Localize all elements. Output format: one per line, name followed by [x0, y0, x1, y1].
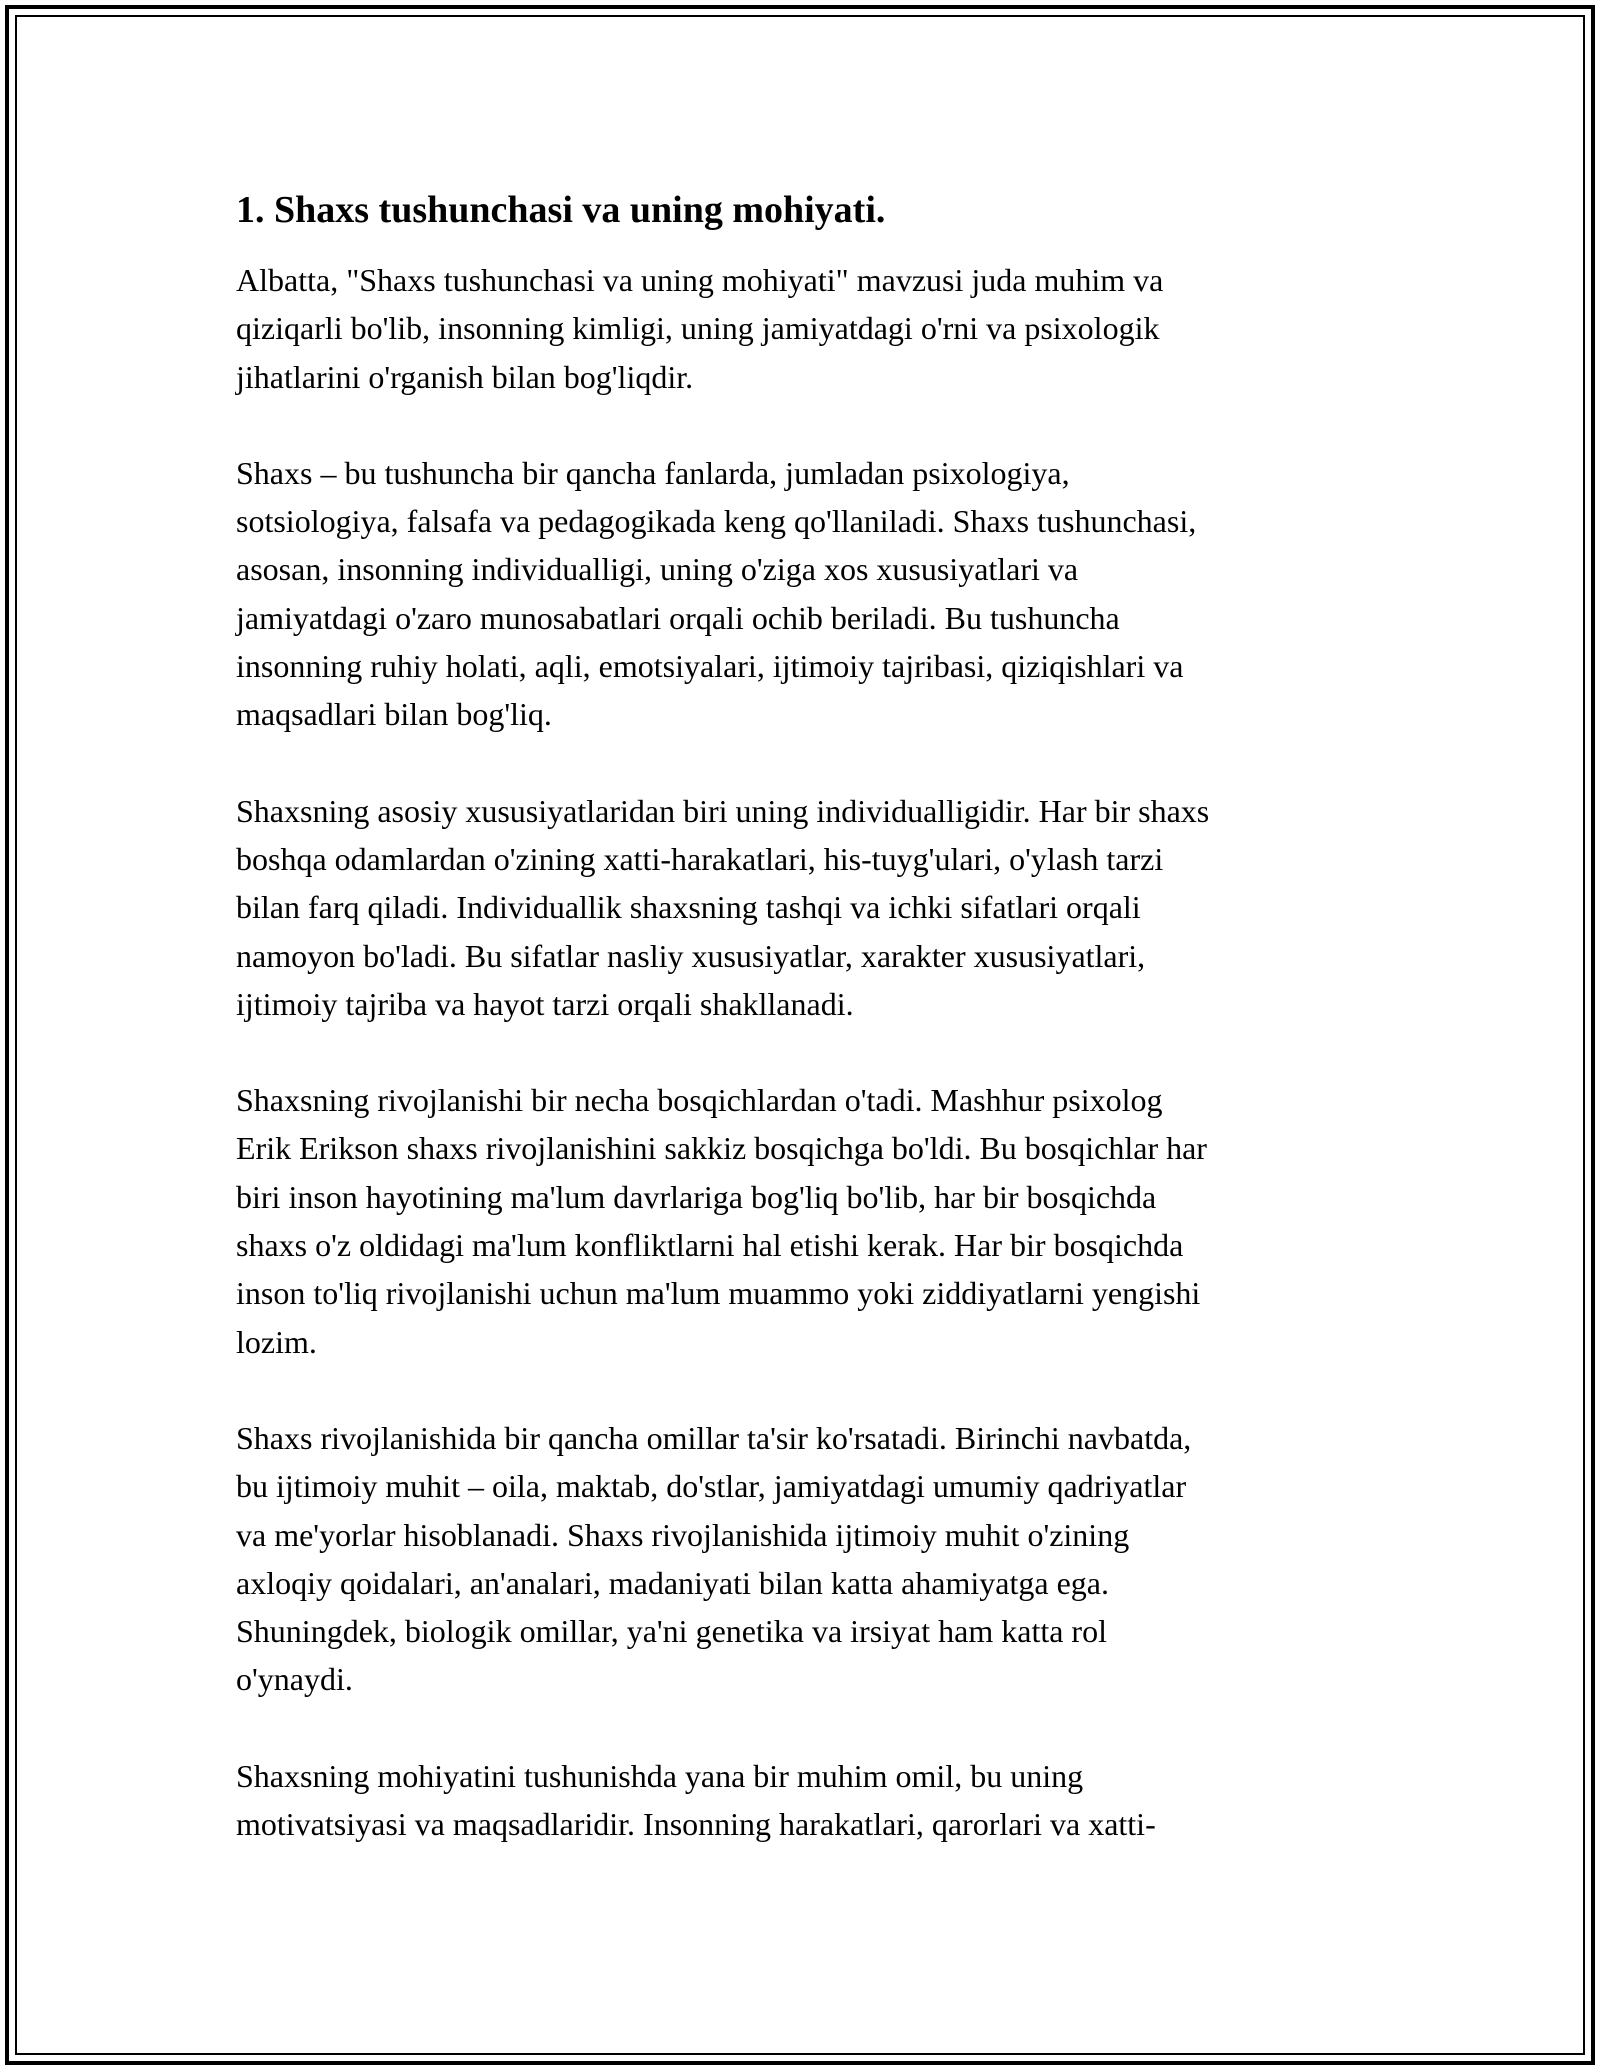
paragraph-line: shaxs o'z oldidagi ma'lum konfliktlarni hal etishi kerak. Har bir bosqichda — [236, 1227, 1184, 1264]
paragraph-line: Shaxs rivojlanishida bir qancha omillar ta'sir ko'rsatadi. Birinchi navbatda, — [236, 1419, 1192, 1456]
paragraph-line: bu ijtimoiy muhit – oila, maktab, do'stlar, jamiyatdagi umumiy qadriyatlar — [236, 1468, 1187, 1505]
paragraph-line: boshqa odamlardan o'zining xatti-harakatlari, his-tuyg'ulari, o'ylash tarzi — [236, 840, 1164, 877]
paragraph-line: Shaxsning asosiy xususiyatlaridan biri uning individualligidir. Har bir shaxs — [236, 792, 1210, 829]
paragraph-motivation — [236, 1752, 1364, 1849]
paragraph-line: motivatsiyasi va maqsadlaridir. Insonning harakatlari, qarorlari va xatti- — [236, 1806, 1156, 1843]
paragraph-line: axloqiy qoidalari, an'analari, madaniyati bilan katta ahamiyatga ega. — [236, 1564, 1109, 1601]
paragraph-line: lozim. — [236, 1323, 317, 1360]
paragraph-line: o'ynaydi. — [236, 1661, 353, 1698]
paragraph-line: asosan, insonning individualligi, uning o'ziga xos xususiyatlari va — [236, 551, 1079, 588]
paragraph-line: Shuningdek, biologik omillar, ya'ni genetika va irsiyat ham katta rol — [236, 1613, 1107, 1650]
paragraph-line: Shaxs – bu tushuncha bir qancha fanlarda, jumladan psixologiya, — [236, 454, 1070, 491]
paragraph-definition — [236, 449, 1364, 739]
paragraph-line: Erik Erikson shaxs rivojlanishini sakkiz bosqichga bo'ldi. Bu bosqichlar har — [236, 1130, 1207, 1167]
paragraph-individuality — [236, 787, 1364, 1028]
paragraph-development-factors — [236, 1414, 1364, 1704]
paragraph-development-stages — [236, 1076, 1364, 1366]
paragraph-line: ijtimoiy tajriba va hayot tarzi orqali shakllanadi. — [236, 985, 854, 1022]
paragraph-line: biri inson hayotining ma'lum davrlariga bog'liq bo'lib, har bir bosqichda — [236, 1178, 1157, 1215]
paragraph-intro — [236, 256, 1364, 401]
paragraph-line: jihatlarini o'rganish bilan bog'liqdir. — [236, 358, 694, 395]
paragraph-line: jamiyatdagi o'zaro munosabatlari orqali ochib beriladi. Bu tushuncha — [236, 599, 1120, 636]
paragraph-line: inson to'liq rivojlanishi uchun ma'lum muammo yoki ziddiyatlarni yengishi — [236, 1275, 1201, 1312]
paragraph-line: insonning ruhiy holati, aqli, emotsiyalari, ijtimoiy tajribasi, qiziqishlari va — [236, 648, 1184, 685]
paragraph-line: sotsiologiya, falsafa va pedagogikada keng qo'llaniladi. Shaxs tushunchasi, — [236, 503, 1197, 540]
paragraph-line: Shaxsning mohiyatini tushunishda yana bir muhim omil, bu uning — [236, 1757, 1084, 1794]
paragraph-line: va me'yorlar hisoblanadi. Shaxs rivojlanishida ijtimoiy muhit o'zining — [236, 1516, 1130, 1553]
paragraph-line: qiziqarli bo'lib, insonning kimligi, uning jamiyatdagi o'rni va psixologik — [236, 310, 1160, 347]
paragraph-line: Shaxsning rivojlanishi bir necha bosqichlardan o'tadi. Mashhur psixolog — [236, 1082, 1163, 1119]
section-heading: 1. Shaxs tushunchasi va uning mohiyati. — [236, 189, 886, 231]
paragraph-line: Albatta, "Shaxs tushunchasi va uning mohiyati" mavzusi juda muhim va — [236, 262, 1164, 298]
paragraph-line: namoyon bo'ladi. Bu sifatlar nasliy xususiyatlar, xarakter xususiyatlari, — [236, 937, 1146, 974]
paragraph-line: maqsadlari bilan bog'liq. — [236, 696, 552, 733]
paragraph-line: bilan farq qiladi. Individuallik shaxsning tashqi va ichki sifatlari orqali — [236, 889, 1141, 926]
document-body — [236, 186, 1364, 1896]
